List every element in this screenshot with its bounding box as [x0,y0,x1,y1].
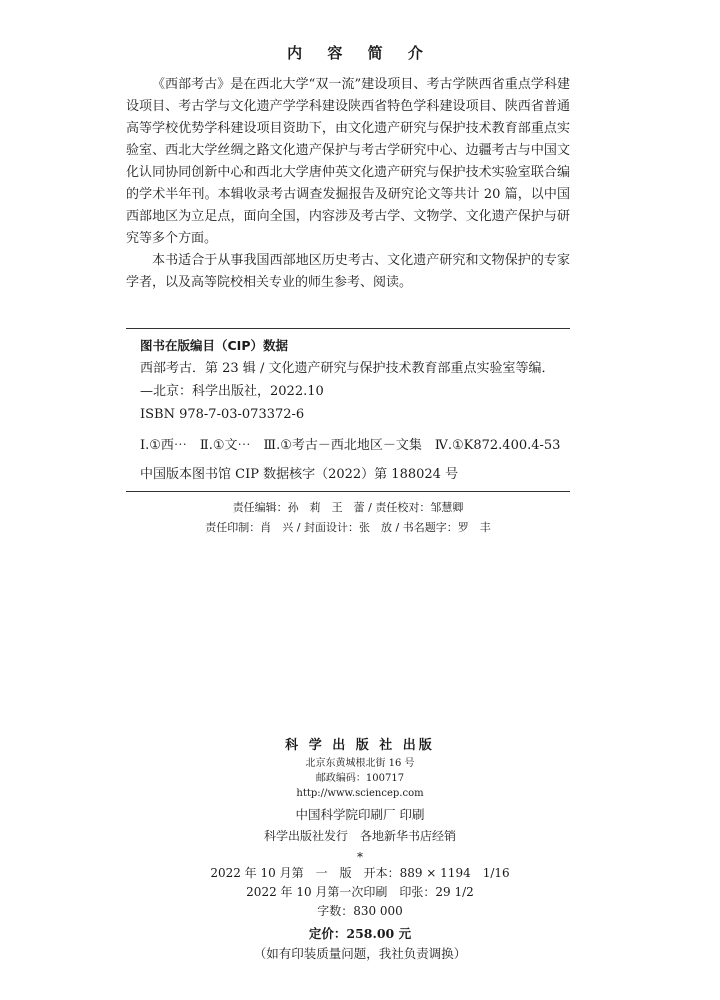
publisher-address: 北京东黄城根北街 16 号 [305,758,415,769]
cip-verification: 中国版本图书馆 CIP 数据核字（2022）第 188024 号 [140,467,459,482]
publisher-website: http://www.sciencep.com [296,788,424,799]
cip-isbn: ISBN 978-7-03-073372-6 [140,407,305,422]
printing-line: 2022 年 10 月第一次印刷 印张：29 1/2 [246,885,474,899]
word-count: 字数：830 000 [317,904,403,918]
production-line: 责任印制：肖 兴 / 封面设计：张 放 / 书名题字：罗 丰 [205,521,491,534]
publisher-block [0,736,720,964]
cip-top-rule [126,328,570,329]
separator-star: * [357,850,363,864]
printer-name: 中国科学院印刷厂 印刷 [295,807,425,822]
credits-block [126,498,570,538]
distribution-line: 科学出版社发行 各地新华书店经销 [263,829,456,843]
cip-title-line: 西部考古．第 23 辑 / 文化遗产研究与保护技术教育部重点实验室等编． [140,361,555,376]
price: 定价：258.00 元 [308,926,412,941]
publisher-name: 科 学 出 版 社 出版 [285,738,435,753]
editors-line: 责任编辑：孙 莉 王 蕾 / 责任校对：邹慧卿 [232,501,464,514]
page-title: 内 容 简 介 [287,44,433,62]
quality-note: （如有印装质量问题，我社负责调换） [253,946,467,961]
cip-publisher-line: —北京：科学出版社，2022.10 [140,384,324,399]
cip-bottom-rule [126,491,570,492]
edition-line: 2022 年 10 月第 一 版 开本：889 × 1194 1/16 [210,866,510,880]
summary-paragraph-1: 《西部考古》是在西北大学“双一流”建设项目、考古学陕西省重点学科建设项目、考古学与文化遗产学学科建设陕西省特色学科建设项目、陕西省普通高等学校优势学科建设项目资助下，由文化遗产研究与保护技术教育部重点实验室、西北大学丝绸之路文化遗产保护与考古学研究中心、边疆考古与中国文化认同协同创新中心和西北大学唐仲英文化遗产研究与保护技术实验室联合编的学术半年刊。本辑收录考古调查发掘报告及研究论文等共计 20 篇，以中国西部地区为立足点，面向全国，内容涉及考古学、文物学、文化遗产保护与研究等多个方面。 [126,77,570,246]
cip-block [140,334,570,486]
summary-paragraph-2: 本书适合于从事我国西部地区历史考古、文化遗产研究和文物保护的专家学者，以及高等院校相关专业的师生参考、阅读。 [126,253,570,290]
publisher-postcode: 邮政编码：100717 [315,773,405,784]
cip-heading: 图书在版编目（CIP）数据 [140,338,288,353]
summary-section [126,74,570,294]
cip-classification: Ⅰ.①西⋯ Ⅱ.①文⋯ Ⅲ.①考古－西北地区－文集 Ⅳ.①K872.400.4-53 [140,438,561,453]
